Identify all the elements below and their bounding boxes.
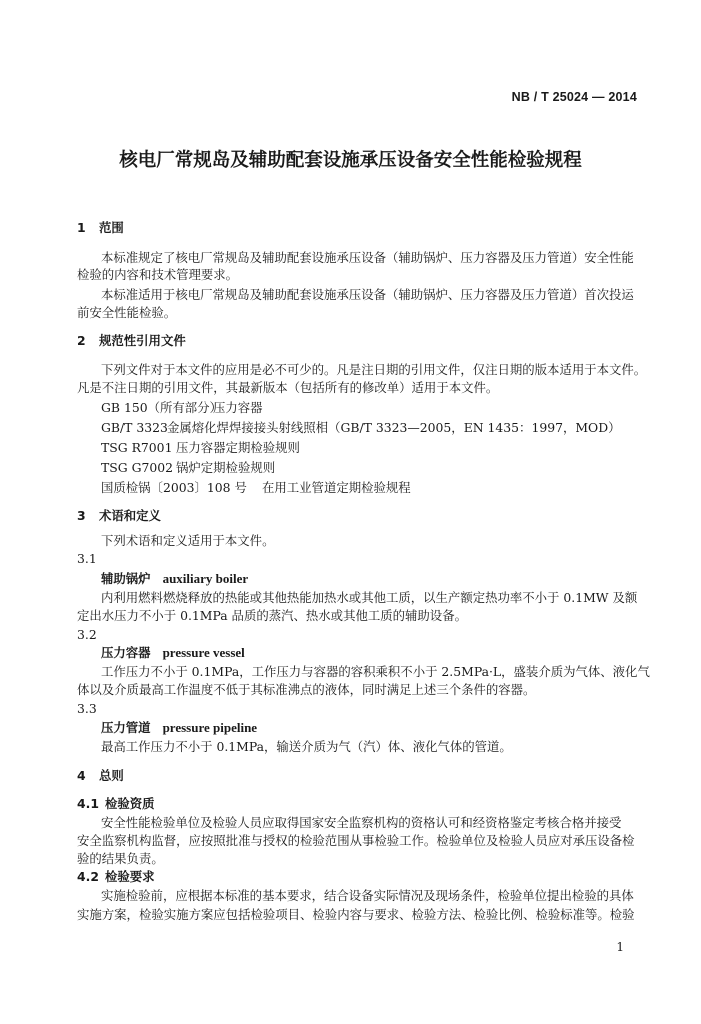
reference-item: GB 150（所有部分）压力容器 — [101, 400, 263, 415]
term-number: 3.2 — [77, 627, 97, 642]
section-2-heading: 2 规范性引用文件 — [77, 333, 186, 348]
term-definition-line: 最高工作压力不小于 0.1MPa，输送介质为气（汽）体、液化气体的管道。 — [101, 739, 512, 754]
reference-item: TSG R7001 压力容器定期检验规则 — [101, 440, 300, 455]
sec1-para2-line2: 前安全性能检验。 — [77, 305, 177, 320]
term-heading: 压力容器 pressure vessel — [101, 645, 245, 660]
sec4-1-line: 安全监察机构监督，应按照批准与授权的检验范围从事检验工作。检验单位及检验人员应对承压设备检 — [77, 833, 635, 848]
term-definition-line: 体以及介质最高工作温度不低于其标准沸点的液体，同时满足上述三个条件的容器。 — [77, 682, 536, 697]
sec1-para1-line2: 检验的内容和技术管理要求。 — [77, 267, 239, 282]
sec4-2-line: 实施方案，检验实施方案应包括检验项目、检验内容与要求、检验方法、检验比例、检验标准等。检验 — [77, 907, 635, 922]
section-4-heading: 4 总则 — [77, 768, 124, 783]
term-number: 3.3 — [77, 701, 97, 716]
term-definition-line: 定出水压力不小于 0.1MPa 品质的蒸汽、热水或其他工质的辅助设备。 — [77, 608, 467, 623]
sec4-1-line: 验的结果负责。 — [77, 851, 164, 866]
term-number: 3.1 — [77, 551, 97, 566]
reference-item: TSG G7002 锅炉定期检验规则 — [101, 460, 276, 475]
term-definition-line: 内利用燃料燃烧释放的热能或其他热能加热水或其他工质，以生产额定热功率不小于 0.1MW 及额 — [101, 590, 638, 605]
section-3-heading: 3 术语和定义 — [77, 508, 161, 523]
sec4-1-line: 安全性能检验单位及检验人员应取得国家安全监察机构的资格认可和经资格鉴定考核合格并接受 — [101, 815, 622, 830]
reference-item: 国质检锅〔2003〕108 号 在用工业管道定期检验规程 — [101, 480, 411, 495]
subsection-4-1-heading: 4.1 检验资质 — [77, 796, 155, 811]
sec2-para-line1: 下列文件对于本文件的应用是必不可少的。凡是注日期的引用文件，仅注日期的版本适用于本文件。 — [101, 362, 647, 377]
section-1-heading: 1 范围 — [77, 220, 124, 235]
term-heading: 辅助锅炉 auxiliary boiler — [101, 571, 249, 586]
term-heading: 压力管道 pressure pipeline — [101, 720, 258, 735]
sec2-para-line2: 凡是不注日期的引用文件，其最新版本（包括所有的修改单）适用于本文件。 — [77, 380, 499, 395]
standard-code: NB / T 25024 — 2014 — [511, 90, 637, 104]
reference-item: GB/T 3323金属熔化焊焊接接头射线照相（GB/T 3323—2005，EN 1435：1997，MOD） — [101, 420, 621, 435]
page-number: 1 — [616, 940, 624, 954]
document-title: 核电厂常规岛及辅助配套设施承压设备安全性能检验规程 — [119, 150, 582, 171]
sec1-para1-line1: 本标准规定了核电厂常规岛及辅助配套设施承压设备（辅助锅炉、压力容器及压力管道）安全性能 — [101, 250, 634, 265]
sec1-para2-line1: 本标准适用于核电厂常规岛及辅助配套设施承压设备（辅助锅炉、压力容器及压力管道）首次投运 — [101, 287, 634, 302]
sec4-2-line: 实施检验前，应根据本标准的基本要求，结合设备实际情况及现场条件，检验单位提出检验的具体 — [101, 888, 634, 903]
sec3-intro: 下列术语和定义适用于本文件。 — [101, 533, 275, 548]
subsection-4-2-heading: 4.2 检验要求 — [77, 869, 155, 884]
term-definition-line: 工作压力不小于 0.1MPa，工作压力与容器的容积乘积不小于 2.5MPa·L，盛装介质为气体、液化气 — [101, 664, 650, 679]
